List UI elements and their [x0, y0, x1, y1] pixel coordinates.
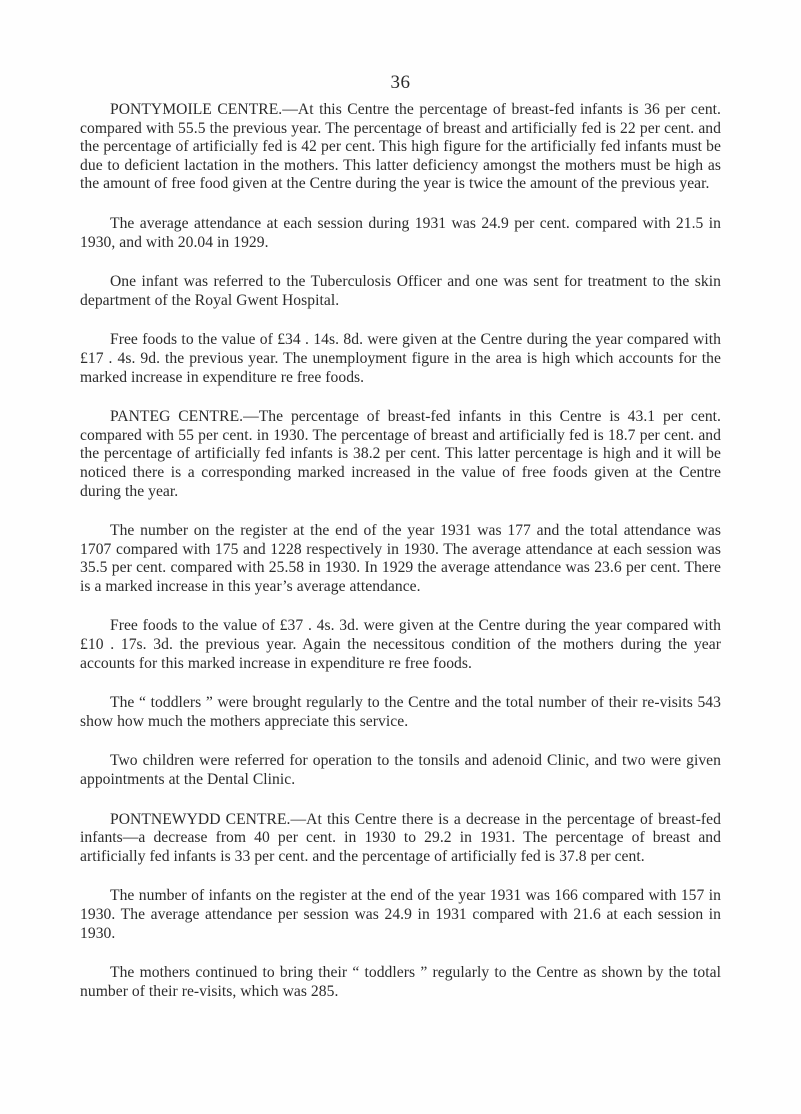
page-number: 36	[390, 72, 411, 93]
body-text	[80, 101, 721, 1022]
paragraph-pontnewydd-register: The number of infants on the register at the end of the year 1931 was 166 compared with 157 in 1930. The average attendance per session was 24.9 in 1931 compared with 21.6 at each session in 1930.	[80, 887, 721, 942]
paragraph-panteg-register: The number on the register at the end of the year 1931 was 177 and the total attendance was 1707 compared with 175 and 1228 respectively in 1930. The average attendance at each session was 35.5 per cent. compared with 25.58 in 1930. In 1929 the average attendance was 23.6 per cent. There is a marked increase in this year’s average attendance.	[80, 522, 721, 595]
paragraph-pontnewydd-toddlers: The mothers continued to bring their “ toddlers ” regularly to the Centre as shown by the total number of their re-visits, which was 285.	[80, 964, 721, 1000]
paragraph-pontymoile-attendance: The average attendance at each session during 1931 was 24.9 per cent. compared with 21.5 in 1930, and with 20.04 in 1929.	[80, 214, 721, 251]
paragraph-panteg-intro: PANTEG CENTRE.—The percentage of breast-fed infants in this Centre is 43.1 per cent. compared with 55 per cent. in 1930. The percentage of breast and artificially fed is 18.7 per cent. and the percentage of artificially fed infants is 38.2 per cent. This latter percentage is high and it will be noticed there is a corresponding marked increased in the value of free foods given at the Centre during the year.	[80, 408, 721, 500]
paragraph-panteg-free-foods: Free foods to the value of £37 . 4s. 3d. were given at the Centre during the year compared with £10 . 17s. 3d. the previous year. Again the necessitous condition of the mothers during the year accounts for this marked increase in expenditure re free foods.	[80, 617, 721, 672]
paragraph-pontymoile-referrals: One infant was referred to the Tuberculosis Officer and one was sent for treatment to the skin department of the Royal Gwent Hospital.	[80, 273, 721, 309]
paragraph-pontnewydd-intro: PONTNEWYDD CENTRE.—At this Centre there is a decrease in the percentage of breast-fed infants—a decrease from 40 per cent. in 1930 to 29.2 in 1931. The percentage of breast and artificially fed infants is 33 per cent. and the percentage of artificially fed is 37.8 per cent.	[80, 810, 721, 865]
paragraph-pontymoile-intro: PONTYMOILE CENTRE.—At this Centre the percentage of breast-fed infants is 36 per cent. compared with 55.5 the previous year. The percentage of breast and artificially fed is 22 per cent. and the percentage of artificially fed is 42 per cent. This high figure for the artificially fed infants must be due to deficient lactation in the mothers. This latter deficiency amongst the mothers must be high as the amount of free food given at the Centre during the year is twice the amount of the previous year.	[80, 101, 721, 193]
paragraph-panteg-toddlers: The “ toddlers ” were brought regularly to the Centre and the total number of their re-visits 543 show how much the mothers appreciate this service.	[80, 694, 721, 730]
paragraph-pontymoile-free-foods: Free foods to the value of £34 . 14s. 8d. were given at the Centre during the year compared with £17 . 4s. 9d. the previous year. The unemployment figure in the area is high which accounts for the marked increase in expenditure re free foods.	[80, 331, 721, 386]
paragraph-panteg-referrals: Two children were referred for operation to the tonsils and adenoid Clinic, and two were given appointments at the Dental Clinic.	[80, 752, 721, 789]
